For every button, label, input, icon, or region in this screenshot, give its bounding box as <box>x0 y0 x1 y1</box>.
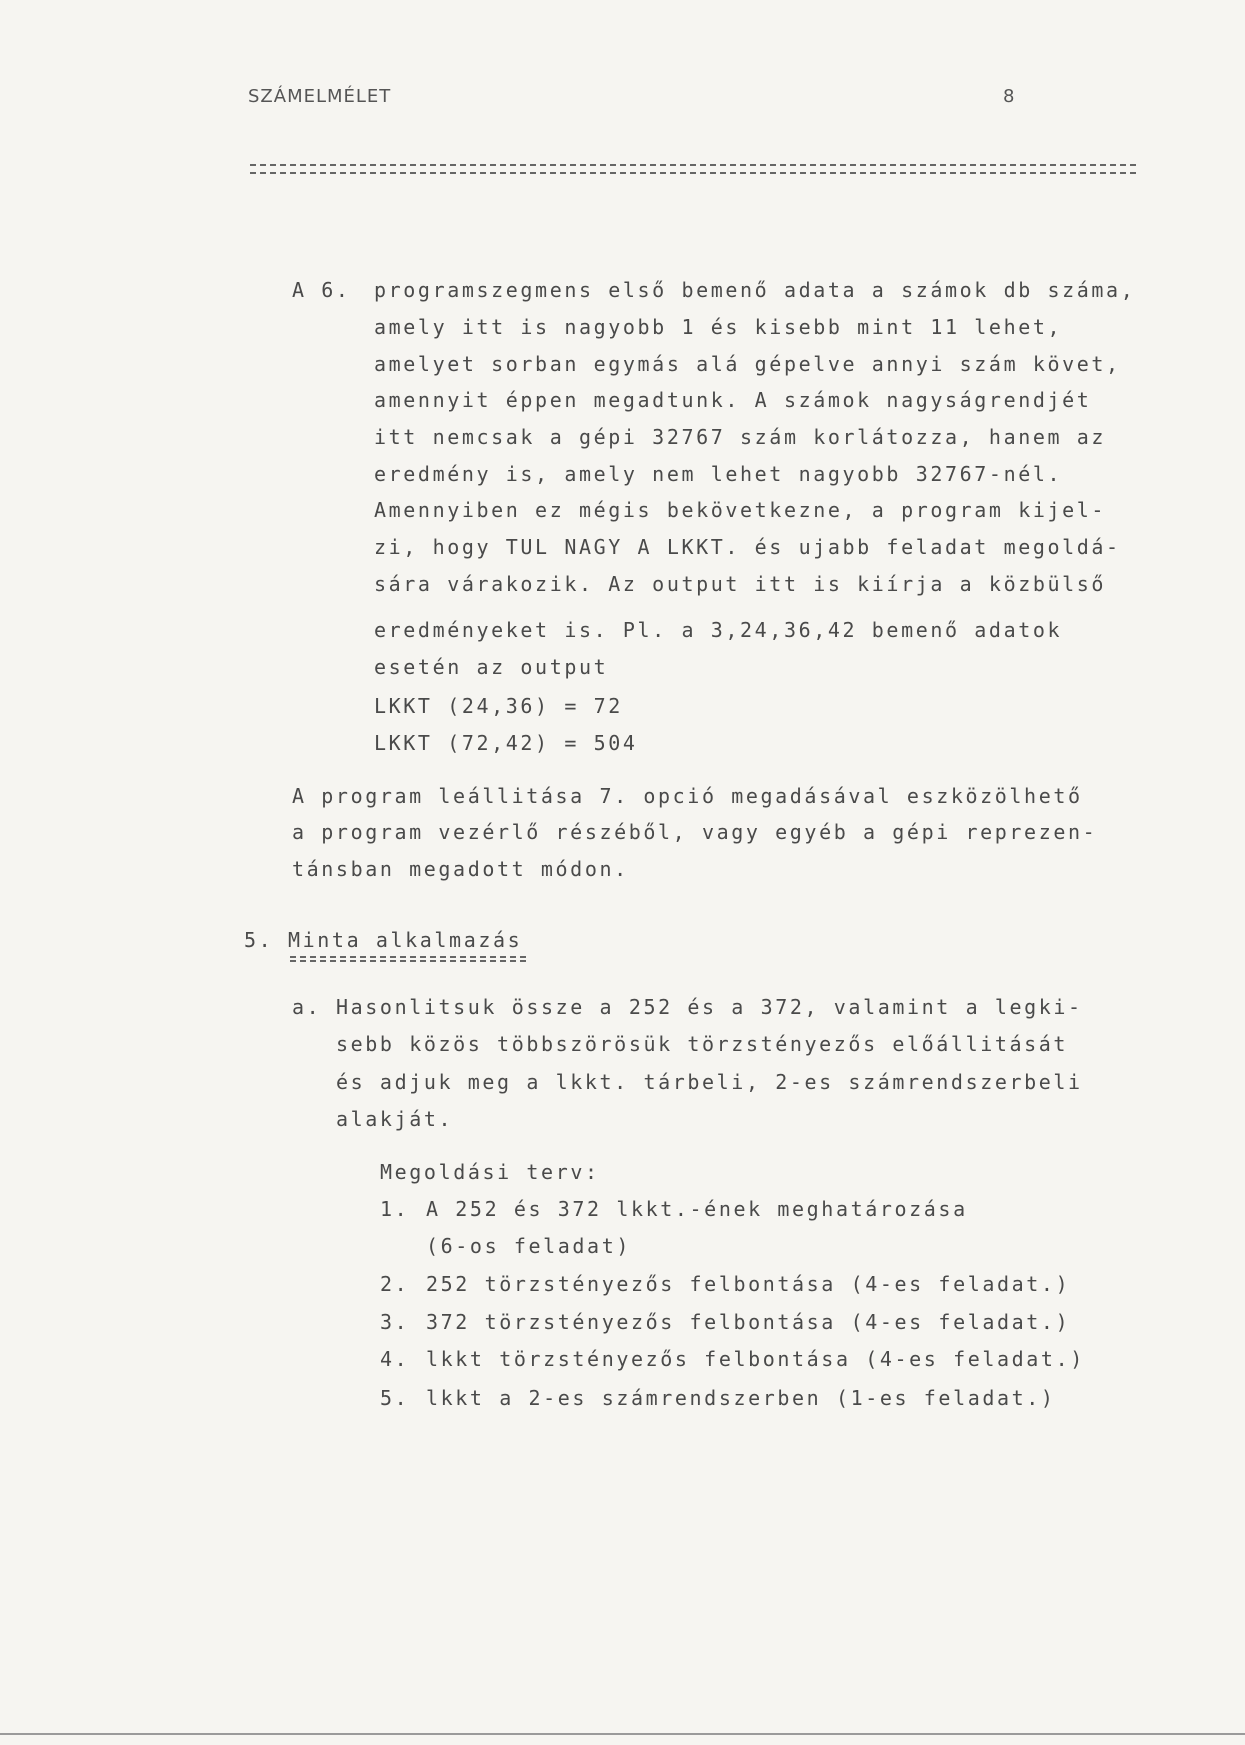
plan-item-text: lkkt törzstényezős felbontása (4-es feladat.) <box>426 1347 1085 1371</box>
text-line: amely itt is nagyobb 1 és kisebb mint 11 lehet, <box>374 315 1063 339</box>
plan-item-number: 5. <box>380 1386 410 1410</box>
text-line: A program leállitása 7. opció megadásával eszközölhető <box>292 784 1083 808</box>
text-line: programszegmens első bemenő adata a számok db száma, <box>374 278 1136 302</box>
section-number: 5. <box>244 928 274 952</box>
task-line: sebb közös többszörösük törzstényezős előállitását <box>336 1032 1069 1056</box>
plan-item-continuation: (6-os feladat) <box>426 1234 631 1258</box>
plan-heading: Megoldási terv: <box>380 1160 600 1184</box>
text-line: itt nemcsak a gépi 32767 szám korlátozza, hanem az <box>374 425 1107 449</box>
paragraph-marker: A 6. <box>292 278 351 302</box>
page-header-title: SZÁMELMÉLET <box>248 86 392 107</box>
plan-item-number: 1. <box>380 1197 410 1221</box>
plan-item-text: lkkt a 2-es számrendszerben (1-es feladat.) <box>426 1386 1056 1410</box>
header-double-rule <box>250 164 1136 174</box>
output-line: LKKT (72,42) = 504 <box>374 731 638 755</box>
section-title-underline <box>290 956 526 962</box>
task-marker: a. <box>292 995 322 1019</box>
text-line: amelyet sorban egymás alá gépelve annyi szám követ, <box>374 352 1121 376</box>
text-line: tánsban megadott módon. <box>292 857 629 881</box>
text-line: a program vezérlő részéből, vagy egyéb a gépi reprezen- <box>292 820 1098 844</box>
text-line: Amennyiben ez mégis bekövetkezne, a program kijel- <box>374 498 1107 522</box>
plan-item-text: 252 törzstényezős felbontása (4-es feladat.) <box>426 1272 1071 1296</box>
plan-item-number: 4. <box>380 1347 410 1371</box>
text-line: eredményeket is. Pl. a 3,24,36,42 bemenő adatok <box>374 618 1063 642</box>
page-number: 8 <box>1003 86 1015 107</box>
task-line: Hasonlitsuk össze a 252 és a 372, valamint a legki- <box>336 995 1083 1019</box>
output-line: LKKT (24,36) = 72 <box>374 694 623 718</box>
task-line: alakját. <box>336 1107 454 1131</box>
section-title: Minta alkalmazás <box>288 928 523 952</box>
plan-item-text: A 252 és 372 lkkt.-ének meghatározása <box>426 1197 968 1221</box>
plan-item-text: 372 törzstényezős felbontása (4-es feladat.) <box>426 1310 1071 1334</box>
text-line: esetén az output <box>374 655 609 679</box>
plan-item-number: 2. <box>380 1272 410 1296</box>
text-line: amennyit éppen megadtunk. A számok nagyságrendjét <box>374 388 1092 412</box>
text-line: zi, hogy TUL NAGY A LKKT. és ujabb feladat megoldá- <box>374 535 1121 559</box>
text-line: eredmény is, amely nem lehet nagyobb 32767-nél. <box>374 462 1063 486</box>
task-line: és adjuk meg a lkkt. tárbeli, 2-es számrendszerbeli <box>336 1070 1083 1094</box>
page-bottom-edge <box>0 1733 1245 1735</box>
plan-item-number: 3. <box>380 1310 410 1334</box>
text-line: sára várakozik. Az output itt is kiírja a közbülső <box>374 572 1107 596</box>
